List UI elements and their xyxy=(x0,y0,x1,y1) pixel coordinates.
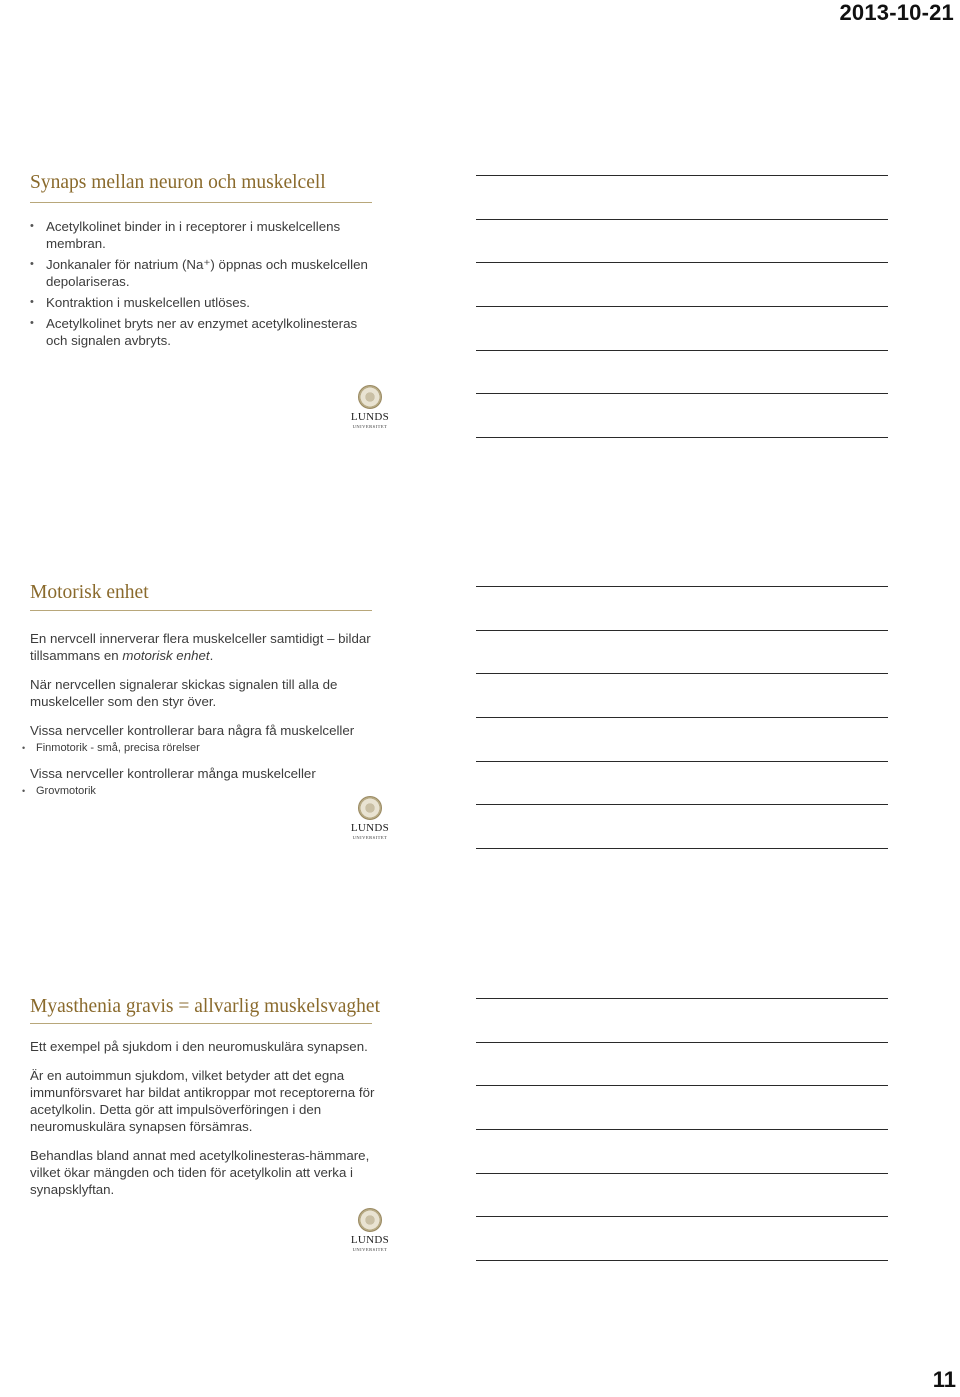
note-line xyxy=(476,350,888,351)
note-line xyxy=(476,630,888,631)
slide-2 xyxy=(0,582,410,912)
note-line xyxy=(476,998,888,999)
slide-body xyxy=(30,1038,378,1210)
note-line xyxy=(476,1129,888,1130)
paragraph: En nervcell innerverar flera muskelceller samtidigt – bildar tillsammans en motorisk enhet. xyxy=(30,631,371,663)
slide-body xyxy=(30,218,380,353)
bullet-item: • Acetylkolinet binder in i receptorer i muskelcellens membran. xyxy=(30,218,380,252)
logo-wordmark: LUNDS xyxy=(350,1234,390,1246)
title-rule xyxy=(30,1023,372,1024)
title-rule xyxy=(30,610,372,611)
logo-subtext: UNIVERSITET xyxy=(352,424,388,429)
university-logo xyxy=(350,796,390,844)
note-line xyxy=(476,1173,888,1174)
university-logo xyxy=(350,385,390,433)
emphasis-text: motorisk enhet xyxy=(122,648,210,663)
note-line xyxy=(476,586,888,587)
note-line xyxy=(476,393,888,394)
notes-lines xyxy=(476,998,888,1304)
slide-3 xyxy=(0,996,410,1326)
sub-bullet: • Finmotorik - små, precisa rörelser xyxy=(0,741,380,755)
seal-icon xyxy=(358,1208,382,1232)
logo-subtext: UNIVERSITET xyxy=(352,835,388,840)
bullet-item: • Jonkanaler för natrium (Na⁺) öppnas och muskelcellen depolariseras. xyxy=(30,256,380,290)
university-logo xyxy=(350,1208,390,1256)
notes-lines xyxy=(476,586,888,892)
note-line xyxy=(476,262,888,263)
note-line xyxy=(476,1085,888,1086)
seal-icon xyxy=(358,796,382,820)
seal-icon xyxy=(358,385,382,409)
bullet-item: • Kontraktion i muskelcellen utlöses. xyxy=(30,294,380,311)
sub-bullet: • Grovmotorik xyxy=(0,784,380,798)
paragraph: Ett exempel på sjukdom i den neuromuskulära synapsen. xyxy=(30,1039,368,1054)
note-line xyxy=(476,175,888,176)
title-rule xyxy=(30,202,372,203)
page-number: 11 xyxy=(932,1367,956,1392)
note-line xyxy=(476,1216,888,1217)
note-line xyxy=(476,848,888,849)
slide-1 xyxy=(0,172,410,502)
logo-subtext: UNIVERSITET xyxy=(352,1247,388,1252)
slide-title: Myasthenia gravis = allvarlig muskelsvaghet xyxy=(30,996,381,1017)
paragraph: Vissa nervceller kontrollerar bara några få muskelceller xyxy=(30,723,355,738)
notes-lines xyxy=(476,175,888,481)
paragraph: Behandlas bland annat med acetylkolinesteras-hämmare, vilket ökar mängden och tiden för acetylkolin att verka i synapsklyftan. xyxy=(30,1148,370,1197)
bullet-item: • Acetylkolinet bryts ner av enzymet acetylkolinesteras och signalen avbryts. xyxy=(30,315,380,349)
note-line xyxy=(476,1042,888,1043)
paragraph: Vissa nervceller kontrollerar många muskelceller xyxy=(30,766,316,781)
slide-body xyxy=(30,630,380,808)
note-line xyxy=(476,761,888,762)
slide-title: Motorisk enhet xyxy=(30,582,149,603)
bullet-list xyxy=(30,218,380,349)
paragraph: När nervcellen signalerar skickas signalen till alla de muskelceller som den styr över. xyxy=(30,677,338,709)
note-line xyxy=(476,804,888,805)
note-line xyxy=(476,306,888,307)
note-line xyxy=(476,673,888,674)
note-line xyxy=(476,437,888,438)
logo-wordmark: LUNDS xyxy=(350,822,390,834)
note-line xyxy=(476,1260,888,1261)
page-date: 2013-10-21 xyxy=(839,0,954,25)
slide-title: Synaps mellan neuron och muskelcell xyxy=(30,172,326,193)
note-line xyxy=(476,717,888,718)
paragraph: Är en autoimmun sjukdom, vilket betyder att det egna immunförsvaret har bildat antikroppar mot receptorerna för acetylkolin. Detta gör att impulsöverföringen i den neuromuskulära synapsen försämras. xyxy=(30,1068,375,1134)
logo-wordmark: LUNDS xyxy=(350,411,390,423)
note-line xyxy=(476,219,888,220)
